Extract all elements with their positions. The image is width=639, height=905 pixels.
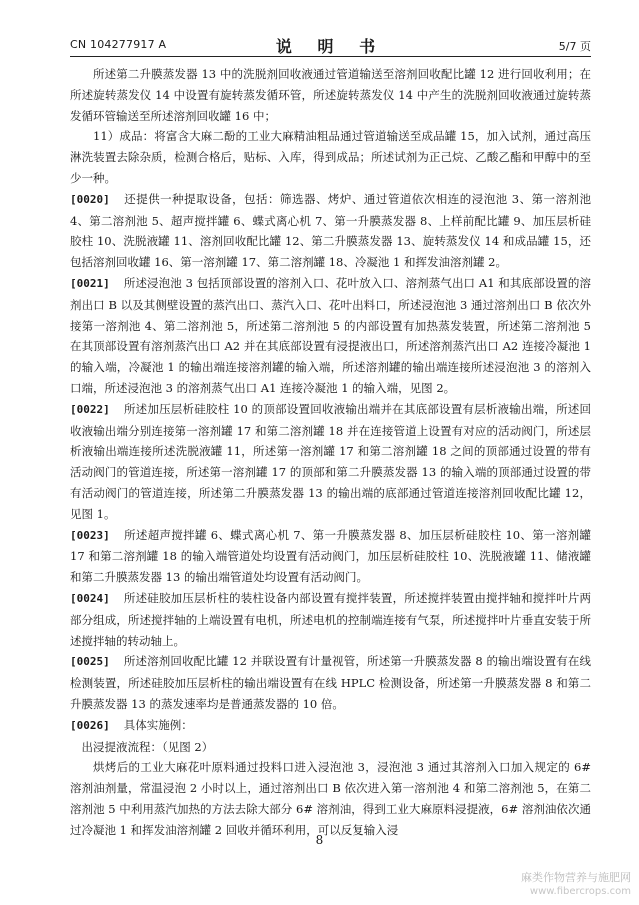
paragraph-continuation: [70, 64, 591, 126]
paragraph-tag: [0021]: [70, 276, 110, 290]
paragraph-text: 所述浸泡池 3 包括顶部设置的溶剂入口、花叶放入口、溶剂蒸气出口 A1 和其底部设置的溶剂出口 B 以及其侧壁设置的蒸汽出口、蒸汽入口、花叶出料口，所述浸泡池 3 通过溶剂出口 B 依次外接第一溶剂池 4、第二溶剂池 5，所述第二溶剂池 5 的内部设置有加热蒸发装置，所述第二溶剂池 5 在其顶部设置有溶剂蒸汽出口 A2 并在其底部设置有浸提液出口，所述溶剂蒸汽出口 A2 连接冷凝池 1 的输入端，冷凝池 1 的输出端连接溶剂罐的输入端，所述溶剂罐的输出端连接所述浸泡池 3 的溶剂入口端，所述浸泡池 3 的溶剂蒸气出口 A1 连接冷凝池 1 的输入端，见图 2。: [70, 275, 591, 395]
watermark: [521, 871, 631, 899]
paragraph-0024: [70, 588, 591, 651]
paragraph-0020: [70, 189, 591, 273]
paragraph-tag: [0025]: [70, 655, 110, 669]
paragraph-tag: [0023]: [70, 528, 110, 542]
paragraph-text: 所述加压层析硅胶柱 10 的顶部设置回收液输出端并在其底部设置有层析液输出端，所述回收液输出端分别连接第一溶剂罐 17 和第二溶剂罐 18 并在连接管道上设置有对应的活动阀门，所述层析液输出端连接所述洗脱液罐 11，所述第一溶剂罐 17 和第二溶剂罐 18 之间的顶部通过设置的带有活动阀门的管道连接，所述第一溶剂罐 17 的顶部和第二升膜蒸发器 13 的输入端的顶部通过设置的带有活动阀门的管道连接，所述第二升膜蒸发器 13 的输出端的底部通过管道连接溶剂回收配比罐 12，见图 1。: [70, 401, 591, 521]
page-indicator: 5/7 页: [558, 40, 591, 53]
paragraph-text: 出浸提液流程：（见图 2）: [81, 739, 214, 754]
patent-number: CN 104277917 A: [70, 38, 167, 51]
paragraph-text: 所述溶剂回收配比罐 12 并联设置有计量视管，所述第一升膜蒸发器 8 的输出端设置有在线检测装置，所述硅胶加压层析柱的输出端设置有在线 HPLC 检测设备，所述第一升膜蒸发器 8 和第二升膜蒸发器 13 的蒸发速率均是普通蒸发器的 10 倍。: [70, 654, 591, 711]
paragraph-text: 所述超声搅拌罐 6、蝶式离心机 7、第一升膜蒸发器 8、加压层析硅胶柱 10、第一溶剂罐 17 和第二溶剂罐 18 的输入端管道处均设置有活动阀门，加压层析硅胶柱 10、洗脱液罐 11、储液罐和第二升膜蒸发器 13 的输出端管道处均设置有活动阀门。: [70, 527, 591, 585]
watermark-site-name: 麻类作物营养与施肥网: [521, 871, 631, 884]
paragraph-tag: [0020]: [70, 192, 110, 206]
paragraph-text: 11）成品：将富含大麻二酚的工业大麻精油粗品通过管道输送至成品罐 15，加入试剂，通过高压淋洗装置去除杂质，检测合格后，贴标、入库，得到成品；所述试剂为正己烷、乙酸乙酯和甲醇中的至少一种。: [70, 129, 591, 185]
paragraph-text: 烘烤后的工业大麻花叶原料通过投料口进入浸泡池 3，浸泡池 3 通过其溶剂入口加入规定的 6# 溶剂油剂量，常温浸泡 2 小时以上，通过溶剂出口 B 依次进入第一溶剂池 4 和第二溶剂池 5，在第二溶剂池 5 中利用蒸汽加热的方法去除大部分 6# 溶剂油，得到工业大麻原料浸提液，6# 溶剂油依次通过冷凝池 1 和挥发油溶剂罐 2 回收并循环利用，可以反复输入浸: [70, 760, 591, 837]
document-title: 说 明 书: [275, 37, 386, 56]
paragraph-0025: [70, 651, 591, 714]
process-subheading: [70, 737, 591, 758]
paragraph-0022: [70, 399, 591, 525]
paragraph-tag: [0022]: [70, 402, 110, 416]
paragraph-text: 具体实施例：: [123, 717, 193, 732]
page-header: [70, 34, 591, 57]
paragraph-text: 还提供一种提取设备，包括：筛选器、烤炉、通过管道依次相连的浸泡池 3、第一溶剂池 4、第二溶剂池 5、超声搅拌罐 6、蝶式离心机 7、第一升膜蒸发器 8、上样前配比罐 9、加压层析硅胶柱 10、洗脱液罐 11、溶剂回收配比罐 12、第二升膜蒸发器 13、旋转蒸发仪 14 和成品罐 15，还包括溶剂回收罐 16、第一溶剂罐 17、第二溶剂罐 18、冷凝池 1 和挥发油溶剂罐 2。: [70, 191, 591, 270]
paragraph-0021: [70, 273, 591, 399]
paragraph-tag: [0024]: [70, 591, 110, 605]
paragraph-process: [70, 757, 591, 840]
paragraph-text: 所述第二升膜蒸发器 13 中的洗脱剂回收液通过管道输送至溶剂回收配比罐 12 进行回收利用；在所述旋转蒸发仪 14 中设置有旋转蒸发循环管，所述旋转蒸发仪 14 中产生的洗脱剂回收液通过旋转蒸发循环管输送至所述溶剂回收罐 16 中；: [70, 67, 591, 123]
paragraph-step-11: [70, 126, 591, 188]
document-body: [70, 64, 591, 840]
paragraph-0023: [70, 525, 591, 588]
watermark-url: www.fibercrops.com: [529, 886, 631, 897]
paragraph-tag: [0026]: [70, 718, 110, 732]
paragraph-0026: [70, 715, 591, 737]
paragraph-text: 所述硅胶加压层析柱的装柱设备内部设置有搅拌装置，所述搅拌装置由搅拌轴和搅拌叶片两部分组成，所述搅拌轴的上端设置有电机，所述电机的控制端连接有气泵，所述搅拌叶片垂直安装于所述搅拌轴的转动轴上。: [70, 590, 591, 648]
page-number: 8: [315, 833, 324, 847]
